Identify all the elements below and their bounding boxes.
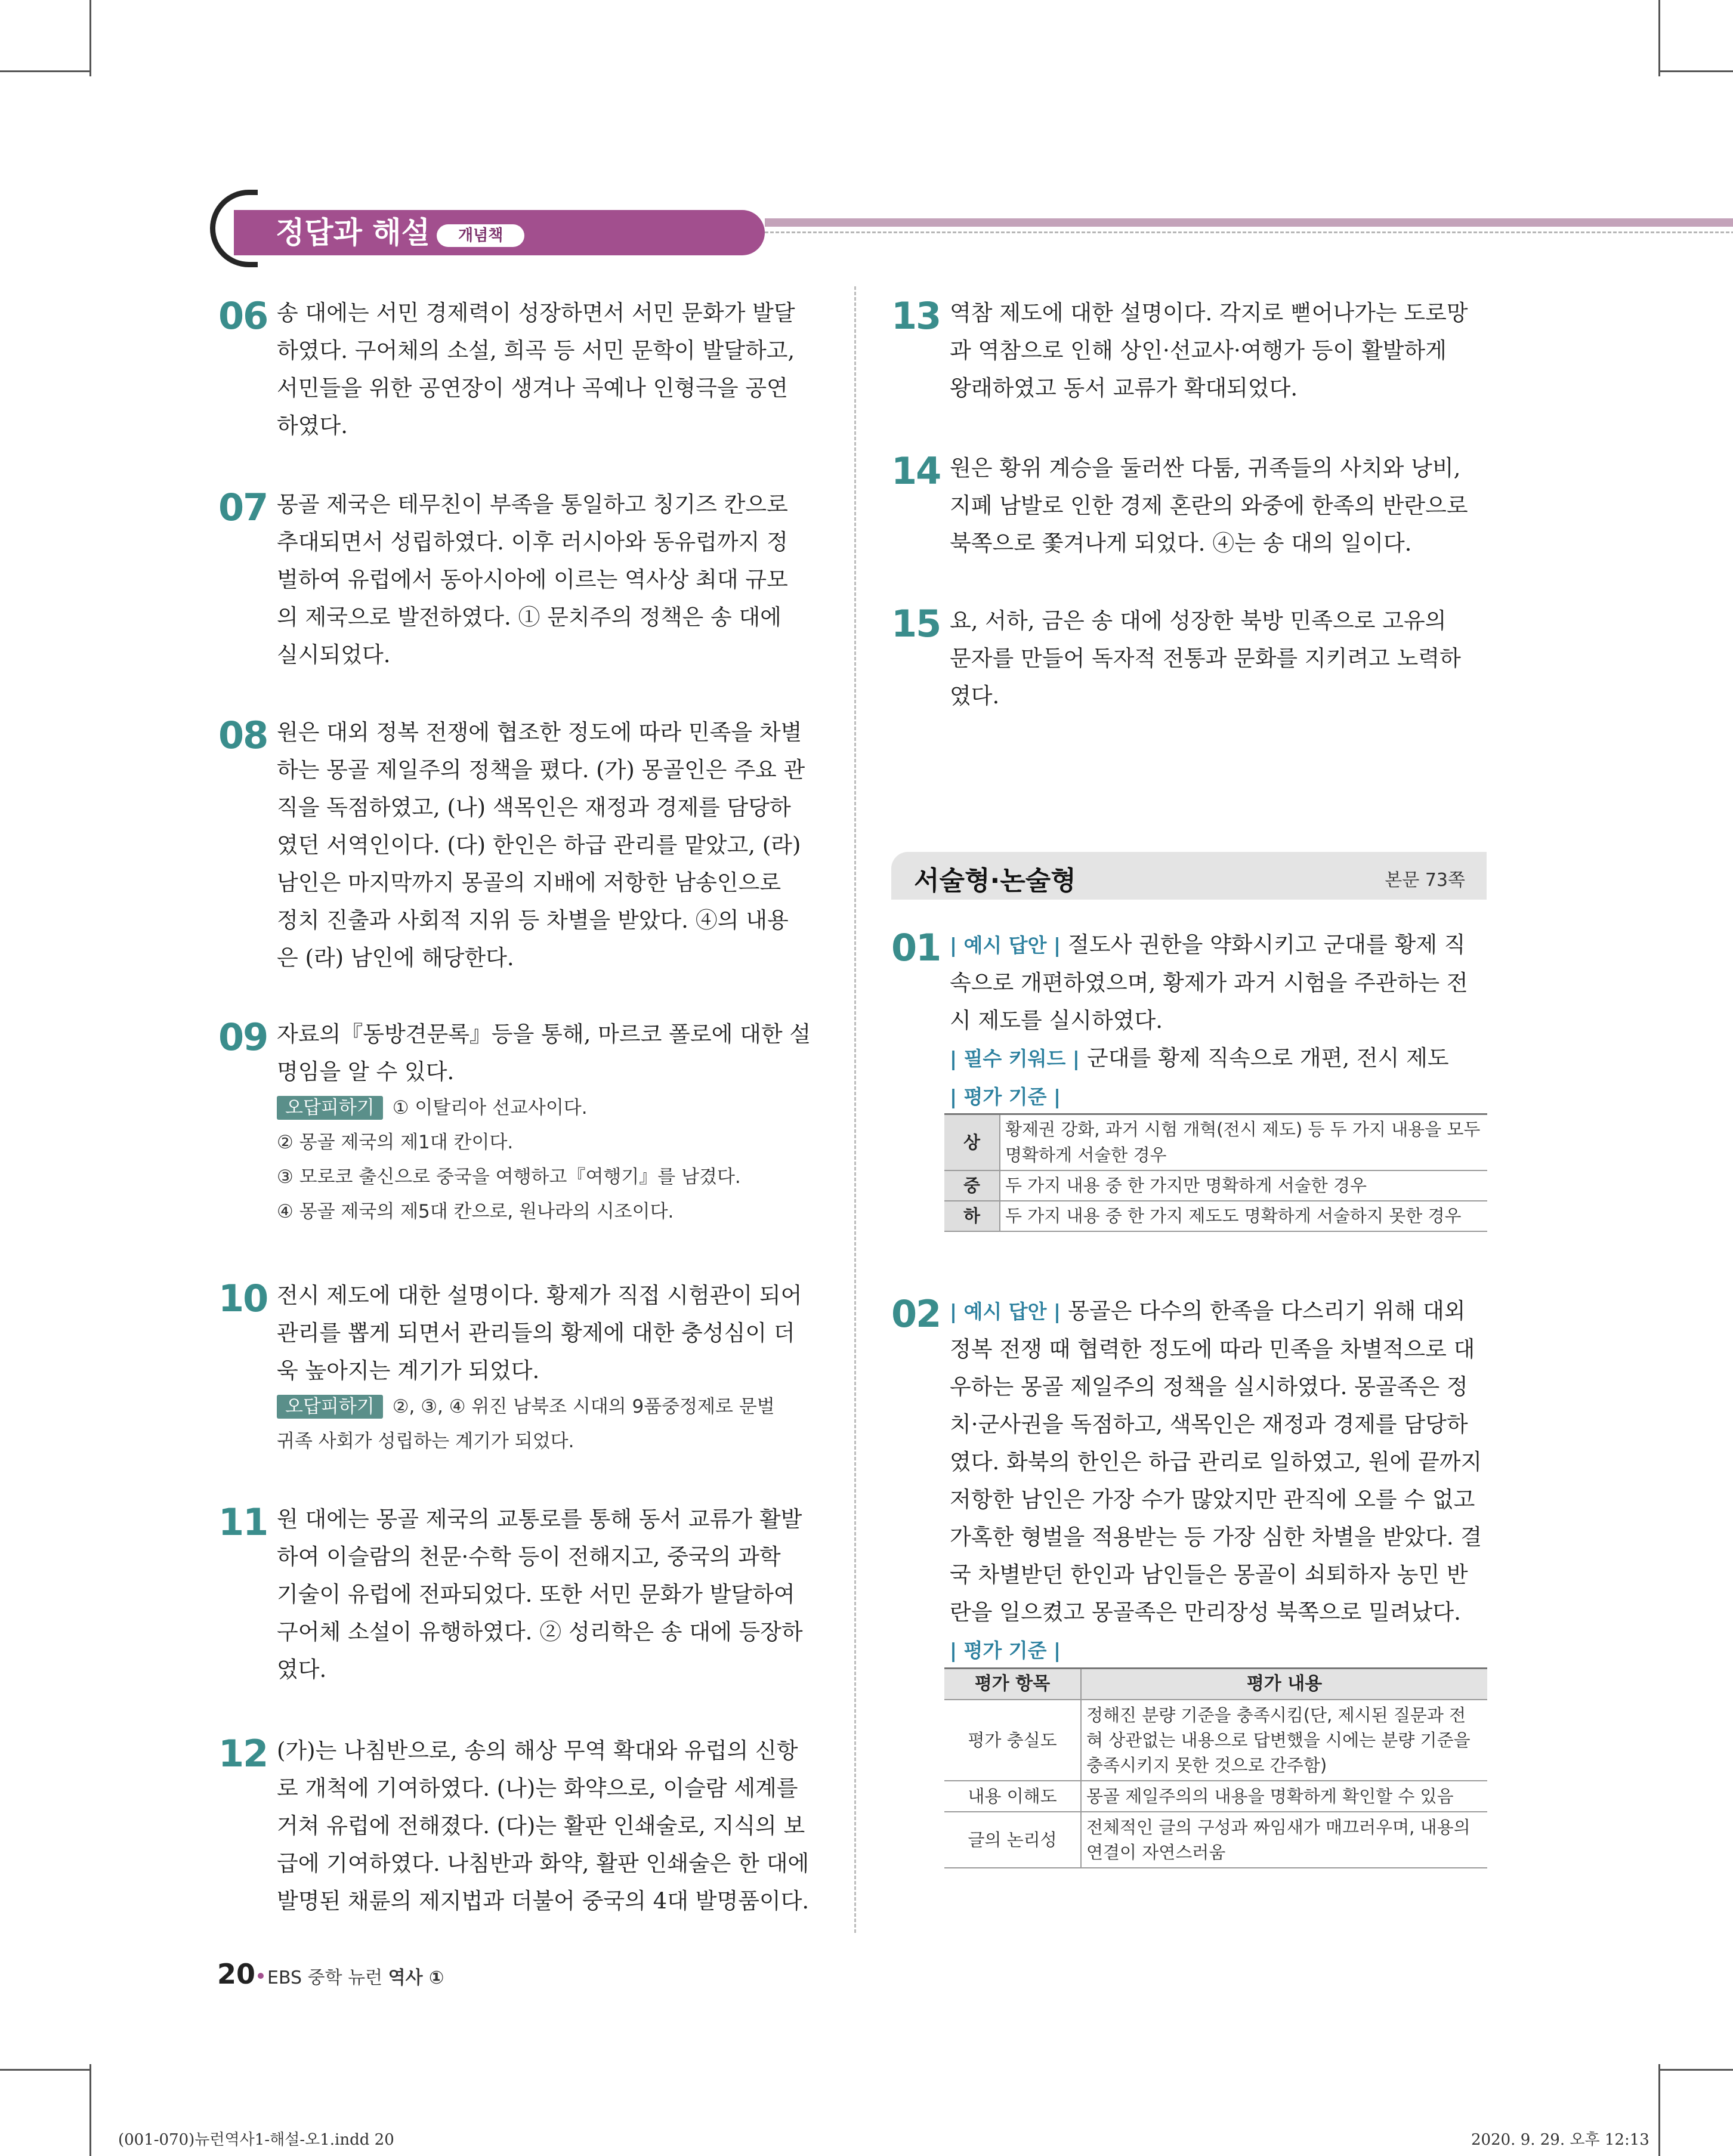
- column-divider: [854, 286, 856, 1933]
- explanation-line: 하는 몽골 제일주의 정책을 폈다. (가) 몽골인은 주요 관: [277, 757, 805, 783]
- note-text: ④ 몽골 제국의 제5대 칸으로, 원나라의 시조이다.: [277, 1201, 674, 1222]
- explanation-line: 였던 서역인이다. (다) 한인은 하급 관리를 맡았고, (라): [277, 832, 801, 858]
- note-text: ③ 모로코 출신으로 중국을 여행하고『여행기』를 남겼다.: [277, 1166, 741, 1188]
- explanation-line: 였다.: [277, 1657, 327, 1682]
- explanation-line: 문자를 만들어 독자적 전통과 문화를 지키려고 노력하: [950, 645, 1461, 671]
- table-header-row: [944, 1669, 1487, 1700]
- explanation-line: 명임을 알 수 있다.: [277, 1059, 455, 1085]
- question-number: 06: [218, 294, 268, 338]
- explanation-text: [277, 1732, 822, 1920]
- answer-line: 란을 일으켰고 몽골족은 만리장성 북쪽으로 밀려났다.: [950, 1599, 1461, 1625]
- explanation-line: 몽골 제국은 테무친이 부족을 통일하고 칭기즈 칸으로: [277, 492, 788, 517]
- explanation-line: 하여 이슬람의 천문·수학 등이 전해지고, 중국의 과학: [277, 1544, 781, 1570]
- table-row: [944, 1170, 1487, 1201]
- table-row: [944, 1201, 1487, 1231]
- wrong-answer-note: [277, 1125, 822, 1160]
- item-cell: 글의 논리성: [944, 1812, 1081, 1868]
- bullet-dot: [258, 1973, 264, 1979]
- explanation-text: [277, 486, 822, 674]
- answer-line: 였다. 화북의 한인은 하급 관리로 일하였고, 원에 끝까지: [950, 1449, 1482, 1475]
- crop-mark: [1660, 70, 1733, 72]
- explanation-line: 왕래하였고 동서 교류가 확대되었다.: [950, 375, 1298, 401]
- level-cell: 하: [944, 1201, 1000, 1231]
- content-cell: 전체적인 글의 구성과 짜임새가 매끄러우며, 내용의 연결이 자연스러움: [1081, 1812, 1487, 1868]
- crop-mark: [1658, 0, 1660, 76]
- content-cell: 정해진 분량 기준을 충족시킴(단, 제시된 질문과 전혀 상관없는 내용으로 답변했을 시에는 분량 기준을 충족시키지 못한 것으로 간주함): [1081, 1700, 1487, 1781]
- explanation-line: 원은 황위 계승을 둘러싼 다툼, 귀족들의 사치와 낭비,: [950, 455, 1461, 481]
- wrong-answer-note: [277, 1091, 822, 1125]
- wrong-answer-note: [277, 1389, 822, 1424]
- question-number: 01: [891, 926, 941, 969]
- answer-line: 정복 전쟁 때 협력한 정도에 따라 민족을 차별적으로 대: [950, 1336, 1475, 1362]
- explanation-line: 정치 진출과 사회적 지위 등 차별을 받았다. ④의 내용: [277, 907, 789, 933]
- crop-mark: [1660, 2069, 1733, 2071]
- content-cell: 몽골 제일주의의 내용을 명확하게 확인할 수 있음: [1081, 1781, 1487, 1812]
- answer-line: 몽골은 다수의 한족을 다스리기 위해 대외: [1068, 1298, 1466, 1324]
- header-title: 정답과 해설: [276, 215, 430, 250]
- section-page-ref: 본문 73쪽: [1385, 870, 1465, 891]
- explanation-text: [950, 449, 1488, 562]
- table-row: [944, 1114, 1487, 1171]
- explanation-text: [277, 294, 822, 444]
- level-cell: 상: [944, 1114, 1000, 1171]
- explanation-line: 원 대에는 몽골 제국의 교통로를 통해 동서 교류가 활발: [277, 1506, 802, 1532]
- wrong-answer-note: [277, 1194, 822, 1229]
- answer-line: 치·군사권을 독점하고, 색목인은 재정과 경제를 담당하: [950, 1411, 1468, 1437]
- wrong-answer-note: [277, 1160, 822, 1194]
- explanation-line: 하였다. 구어체의 소설, 희곡 등 서민 문학이 발달하고,: [277, 338, 795, 363]
- question-number: 08: [218, 713, 268, 757]
- answer-line: 속으로 개편하였으며, 황제가 과거 시험을 주관하는 전: [950, 970, 1468, 996]
- explanation-line: 벌하여 유럽에서 동아시아에 이르는 역사상 최대 규모: [277, 567, 788, 592]
- explanation-line: 원은 대외 정복 전쟁에 협조한 정도에 따라 민족을 차별: [277, 719, 802, 745]
- note-text: ②, ③, ④ 위진 남북조 시대의 9품중정제로 문벌: [392, 1396, 775, 1417]
- explanation-line: 전시 제도에 대한 설명이다. 황제가 직접 시험관이 되어: [277, 1283, 802, 1308]
- explanation-line: 실시되었다.: [277, 642, 391, 668]
- explanation-line: 추대되면서 성립하였다. 이후 러시아와 동유럽까지 정: [277, 529, 788, 555]
- answer-text: [950, 926, 1485, 1116]
- crop-mark: [0, 70, 89, 72]
- question-number: 15: [891, 602, 941, 645]
- question-number: 12: [218, 1732, 268, 1775]
- table-row: [944, 1812, 1487, 1868]
- header-dash-rule: [765, 231, 1733, 233]
- note-text: ① 이탈리아 선교사이다.: [392, 1097, 588, 1119]
- explanation-line: 역참 제도에 대한 설명이다. 각지로 뻗어나가는 도로망: [950, 300, 1468, 326]
- question-number: 07: [218, 486, 268, 529]
- explanation-line: 로 개척에 기여하였다. (나)는 화약으로, 이슬람 세계를: [277, 1775, 798, 1801]
- level-cell: 중: [944, 1170, 1000, 1201]
- explanation-line: 북쪽으로 쫓겨나게 되었다. ④는 송 대의 일이다.: [950, 530, 1412, 556]
- slug-file: (001-070)뉴런역사1-해설-오1.indd 20: [118, 2131, 394, 2149]
- wrong-answer-tag: 오답피하기: [277, 1096, 383, 1120]
- answer-line: 시 제도를 실시하였다.: [950, 1008, 1163, 1033]
- question-number: 13: [891, 294, 941, 338]
- explanation-text: [277, 1277, 822, 1459]
- crop-mark: [89, 0, 91, 76]
- item-cell: 내용 이해도: [944, 1781, 1081, 1812]
- wrong-answer-tag: 오답피하기: [277, 1395, 383, 1419]
- criteria-cell: 황제권 강화, 과거 시험 개혁(전시 제도) 등 두 가지 내용을 모두 명확하게 서술한 경우: [1000, 1114, 1487, 1171]
- answer-line: 우하는 몽골 제일주의 정책을 실시하였다. 몽골족은 정: [950, 1374, 1468, 1400]
- explanation-line: 요, 서하, 금은 송 대에 성장한 북방 민족으로 고유의: [950, 608, 1447, 634]
- column-header: 평가 내용: [1081, 1669, 1487, 1700]
- explanation-line: 의 제국으로 발전하였다. ① 문치주의 정책은 송 대에: [277, 604, 781, 630]
- explanation-line: 발명된 채륜의 제지법과 더불어 중국의 4대 발명품이다.: [277, 1888, 810, 1914]
- slug-date: 2020. 9. 29. 오후 12:13: [1471, 2131, 1649, 2149]
- book-title: EBS 중학 뉴런: [267, 1967, 388, 1988]
- criteria-label: | 평가 기준 |: [950, 1639, 1061, 1662]
- explanation-line: 서민들을 위한 공연장이 생겨나 곡예나 인형극을 공연: [277, 375, 788, 401]
- note-text: ② 몽골 제국의 제1대 칸이다.: [277, 1132, 514, 1153]
- crop-mark: [0, 2069, 89, 2071]
- keyword-label: | 필수 키워드 |: [950, 1047, 1080, 1070]
- explanation-line: 구어체 소설이 유행하였다. ② 성리학은 송 대에 등장하: [277, 1619, 803, 1645]
- header-tag: 개념책: [437, 224, 524, 247]
- question-number: 02: [891, 1292, 941, 1336]
- page-footer: [217, 1958, 444, 1990]
- explanation-line: (가)는 나침반으로, 송의 해상 무역 확대와 유럽의 신항: [277, 1738, 798, 1763]
- question-number: 10: [218, 1277, 268, 1320]
- explanation-line: 과 역참으로 인해 상인·선교사·여행가 등이 활발하게: [950, 338, 1447, 363]
- item-cell: 평가 충실도: [944, 1700, 1081, 1781]
- explanation-line: 였다.: [950, 683, 1000, 709]
- answer-line: 절도사 권한을 약화시키고 군대를 황제 직: [1068, 932, 1466, 957]
- explanation-text: [277, 1500, 822, 1688]
- explanation-line: 송 대에는 서민 경제력이 성장하면서 서민 문화가 발달: [277, 300, 795, 326]
- explanation-line: 하였다.: [277, 413, 348, 438]
- explanation-line: 급에 기여하였다. 나침반과 화약, 활판 인쇄술은 한 대에: [277, 1851, 810, 1876]
- criteria-table-2: [944, 1667, 1487, 1868]
- answer-line: 가혹한 형벌을 적용받는 등 가장 심한 차별을 받았다. 결: [950, 1524, 1482, 1550]
- question-number: 14: [891, 449, 941, 493]
- keywords: 군대를 황제 직속으로 개편, 전시 제도: [1086, 1045, 1449, 1071]
- criteria-cell: 두 가지 내용 중 한 가지만 명확하게 서술한 경우: [1000, 1170, 1487, 1201]
- question-number: 09: [218, 1015, 268, 1059]
- book-title-bold: 역사 ①: [388, 1967, 444, 1988]
- explanation-text: [277, 1015, 822, 1229]
- explanation-line: 은 (라) 남인에 해당한다.: [277, 945, 514, 971]
- explanation-line: 거쳐 유럽에 전해졌다. (다)는 활판 인쇄술로, 지식의 보: [277, 1813, 805, 1839]
- table-row: [944, 1781, 1487, 1812]
- explanation-line: 남인은 마지막까지 몽골의 지배에 저항한 남송인으로: [277, 870, 781, 895]
- column-header: 평가 항목: [944, 1669, 1081, 1700]
- explanation-text: [277, 713, 822, 977]
- section-title: 서술형·논술형: [914, 866, 1076, 896]
- page-header: [210, 190, 1660, 267]
- crop-mark: [1658, 2064, 1660, 2156]
- explanation-line: 관리를 뽑게 되면서 관리들의 황제에 대한 충성심이 더: [277, 1320, 795, 1346]
- crop-mark: [89, 2064, 91, 2156]
- table-row: [944, 1700, 1487, 1781]
- wrong-answer-note: [277, 1424, 822, 1459]
- answer-text: [950, 1292, 1485, 1669]
- explanation-line: 직을 독점하였고, (나) 색목인은 재정과 경제를 담당하: [277, 795, 791, 820]
- criteria-table-1: [944, 1113, 1487, 1232]
- page-number: 20: [217, 1958, 256, 1990]
- explanation-line: 지폐 남발로 인한 경제 혼란의 와중에 한족의 반란으로: [950, 493, 1468, 518]
- note-text: 귀족 사회가 성립하는 계기가 되었다.: [277, 1431, 574, 1452]
- answer-label: | 예시 답안 |: [950, 1300, 1061, 1323]
- criteria-label: | 평가 기준 |: [950, 1085, 1061, 1108]
- explanation-text: [950, 602, 1488, 715]
- explanation-line: 자료의『동방견문록』등을 통해, 마르코 폴로에 대한 설: [277, 1021, 811, 1047]
- answer-line: 저항한 남인은 가장 수가 많았지만 관직에 오를 수 없고: [950, 1487, 1475, 1512]
- criteria-cell: 두 가지 내용 중 한 가지 제도도 명확하게 서술하지 못한 경우: [1000, 1201, 1487, 1231]
- answer-label: | 예시 답안 |: [950, 934, 1061, 957]
- header-rule: [765, 218, 1733, 227]
- explanation-text: [950, 294, 1488, 407]
- section-header: [891, 852, 1487, 900]
- question-number: 11: [218, 1500, 268, 1544]
- explanation-line: 욱 높아지는 계기가 되었다.: [277, 1358, 540, 1383]
- explanation-line: 기술이 유럽에 전파되었다. 또한 서민 문화가 발달하여: [277, 1582, 795, 1607]
- answer-line: 국 차별받던 한인과 남인들은 몽골이 쇠퇴하자 농민 반: [950, 1562, 1468, 1587]
